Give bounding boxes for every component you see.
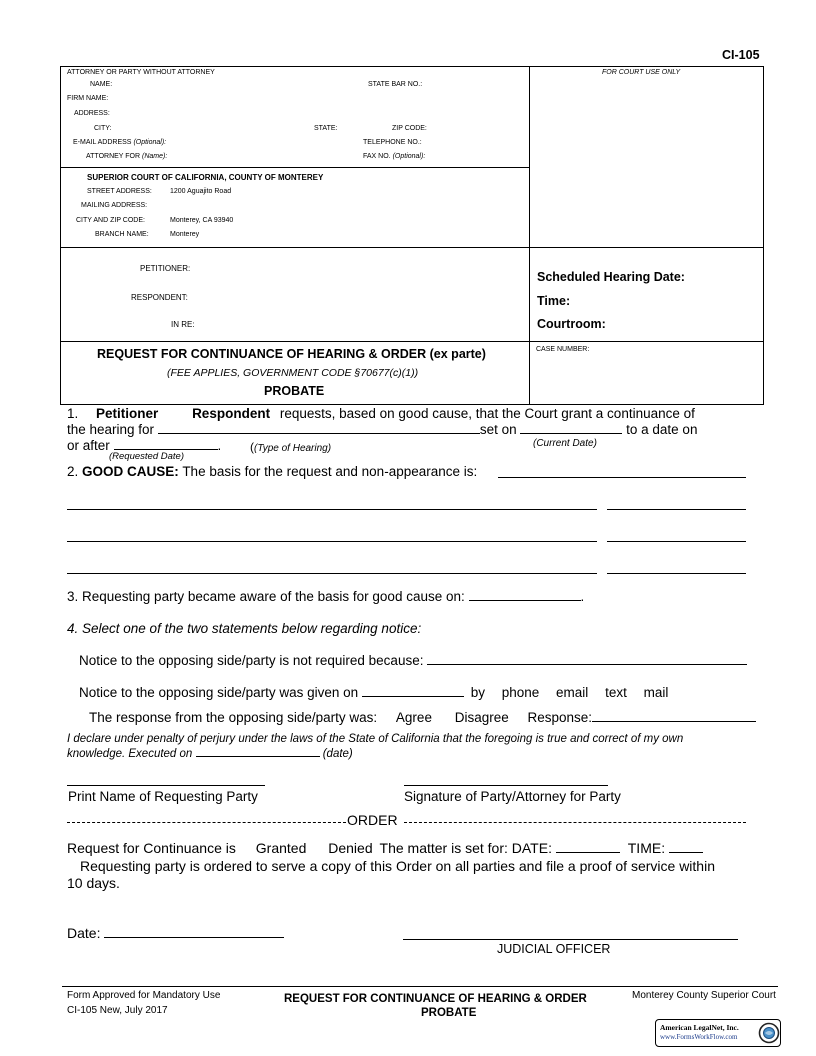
requested-date-field[interactable] — [114, 439, 218, 450]
executed-date-field[interactable] — [196, 747, 320, 757]
serve-text-2: 10 days. — [67, 875, 120, 891]
footer-rule — [62, 986, 778, 987]
footer-title-2: PROBATE — [421, 1007, 477, 1019]
zip-label[interactable]: ZIP CODE: — [392, 125, 427, 132]
good-cause-line-3a[interactable] — [67, 573, 597, 574]
order-time-field[interactable] — [669, 842, 703, 853]
courtroom-label[interactable]: Courtroom: — [537, 317, 606, 331]
judicial-officer-label: JUDICIAL OFFICER — [497, 942, 611, 956]
attorney-for-name: (Name): — [142, 153, 168, 160]
street-value[interactable]: 1200 Aguajito Road — [170, 188, 232, 195]
order-line1 — [67, 840, 703, 856]
item4-text: 4. Select one of the two statements below regarding notice: — [67, 621, 422, 636]
order-date-line — [67, 925, 284, 941]
disagree-option[interactable]: Disagree — [454, 710, 509, 725]
item1-line2 — [67, 422, 697, 437]
court-title: SUPERIOR COURT OF CALIFORNIA, COUNTY OF MONTEREY — [87, 173, 324, 182]
parties-title-divider — [60, 341, 764, 342]
footer-court-name: Monterey County Superior Court — [632, 990, 776, 1001]
matter-set-label: The matter is set for: DATE: — [379, 840, 552, 856]
date-hint: (date) — [322, 748, 353, 760]
text-option[interactable]: text — [605, 685, 627, 700]
item1-num: 1. — [67, 406, 79, 421]
email-label-text: E-MAIL ADDRESS — [73, 139, 132, 146]
type-of-hearing-hint: ((Type of Hearing) — [250, 440, 332, 454]
case-number-label[interactable]: CASE NUMBER: — [536, 346, 590, 353]
attorney-label: ATTORNEY OR PARTY WITHOUT ATTORNEY — [67, 69, 215, 76]
response-line — [89, 710, 756, 725]
branch-label: BRANCH NAME: — [95, 231, 149, 238]
order-heading: ORDER — [347, 812, 398, 828]
good-cause-line-2a[interactable] — [67, 541, 597, 542]
hearing-for-label: the hearing for — [67, 422, 155, 437]
print-name-label: Print Name of Requesting Party — [68, 789, 258, 804]
good-cause-label: GOOD CAUSE: — [82, 464, 179, 479]
set-on-label: set on — [479, 422, 517, 437]
email-optional: (Optional): — [133, 139, 167, 146]
respondent-option[interactable]: Respondent — [192, 406, 271, 421]
email-option[interactable]: email — [556, 685, 589, 700]
order-date-label: Date: — [67, 925, 101, 941]
item1-line1 — [67, 406, 695, 421]
denied-option[interactable]: Denied — [328, 840, 373, 856]
telephone-label[interactable]: TELEPHONE NO.: — [363, 139, 422, 146]
in-re-label[interactable]: IN RE: — [171, 320, 195, 329]
signature-label: Signature of Party/Attorney for Party — [404, 789, 621, 804]
mail-option[interactable]: mail — [643, 685, 669, 700]
judicial-officer-line[interactable] — [403, 939, 738, 940]
petitioner-option[interactable]: Petitioner — [96, 406, 159, 421]
item1-line3: or after . — [67, 438, 222, 453]
order-date-field[interactable] — [556, 842, 620, 853]
attorney-for-label[interactable] — [86, 153, 167, 160]
attorney-court-divider — [60, 167, 530, 168]
notice-not-required-field[interactable] — [427, 654, 747, 665]
order-divider-left — [67, 822, 346, 823]
footer-version: CI-105 New, July 2017 — [67, 1005, 168, 1016]
good-cause-line-3b[interactable] — [607, 573, 746, 574]
requested-date-hint: (Requested Date) — [109, 451, 184, 462]
by-label: by — [470, 685, 485, 700]
logo-globe-icon — [758, 1022, 780, 1044]
footer-title-1: REQUEST FOR CONTINUANCE OF HEARING & ORDER — [284, 993, 587, 1005]
or-after-label: or after — [67, 438, 110, 453]
signature-line[interactable] — [404, 785, 608, 786]
court-parties-divider — [60, 247, 764, 248]
legalnet-logo — [655, 1019, 781, 1047]
good-cause-text: The basis for the request and non-appearance is: — [182, 464, 478, 479]
aware-date-field[interactable] — [469, 590, 581, 601]
court-use-label: FOR COURT USE ONLY — [602, 69, 681, 76]
good-cause-line-1a[interactable] — [67, 509, 597, 510]
declaration-line2 — [67, 747, 353, 760]
good-cause-line-1b[interactable] — [607, 509, 746, 510]
agree-option[interactable]: Agree — [395, 710, 432, 725]
request-is-label: Request for Continuance is — [67, 840, 236, 856]
city-label[interactable]: CITY: — [94, 125, 112, 132]
city-zip-label: CITY AND ZIP CODE: — [76, 217, 145, 224]
order-divider-right — [404, 822, 746, 823]
notice-not-required-line — [79, 653, 747, 668]
good-cause-line-0[interactable] — [498, 477, 746, 478]
print-name-line[interactable] — [67, 785, 265, 786]
city-zip-value[interactable]: Monterey, CA 93940 — [170, 217, 234, 224]
state-bar-label[interactable]: STATE BAR NO.: — [368, 81, 423, 88]
attorney-for-text: ATTORNEY FOR — [86, 153, 141, 160]
name-label[interactable]: NAME: — [90, 81, 113, 88]
item3-line: 3. Requesting party became aware of the basis for good cause on: . — [67, 589, 585, 604]
scheduled-hearing-label[interactable]: Scheduled Hearing Date: — [537, 270, 685, 284]
fax-optional: (Optional): — [392, 153, 426, 160]
type-of-hearing-field[interactable] — [158, 423, 480, 434]
form-id: CI-105 — [722, 48, 760, 62]
mailing-label: MAILING ADDRESS: — [81, 202, 148, 209]
branch-value[interactable]: Monterey — [170, 231, 200, 238]
response-text: The response from the opposing side/party was: — [89, 710, 378, 725]
footer-approved: Form Approved for Mandatory Use — [67, 990, 221, 1001]
item3-text: 3. Requesting party became aware of the basis for good cause on: — [67, 589, 465, 604]
notice-not-required[interactable]: Notice to the opposing side/party is not required because: — [79, 653, 424, 668]
notice-given[interactable]: Notice to the opposing side/party was given on — [79, 685, 359, 700]
time-label[interactable]: Time: — [537, 294, 571, 308]
type-of-hearing-hint-text: (Type of Hearing) — [254, 443, 332, 454]
declaration-text2: knowledge. Executed on — [67, 748, 193, 760]
item1-text: requests, based on good cause, that the Court grant a continuance of — [279, 406, 695, 421]
current-date-field[interactable] — [520, 423, 622, 434]
good-cause-line-2b[interactable] — [607, 541, 746, 542]
response-field[interactable] — [592, 711, 756, 722]
street-label: STREET ADDRESS: — [87, 188, 152, 195]
response-option[interactable]: Response: — [527, 710, 593, 725]
email-label[interactable] — [73, 139, 166, 146]
address-label[interactable]: ADDRESS: — [74, 110, 110, 117]
fee-note: (FEE APPLIES, GOVERNMENT CODE §70677(c)(1)) — [167, 367, 419, 379]
fax-label-text: FAX NO. — [363, 153, 391, 160]
logo-url: www.FormsWorkFlow.com — [660, 1033, 738, 1041]
form-title: REQUEST FOR CONTINUANCE OF HEARING & ORDER (ex parte) — [97, 347, 486, 361]
item2-num: 2. — [67, 464, 79, 479]
order-signed-date-field[interactable] — [104, 927, 284, 938]
state-label[interactable]: STATE: — [314, 125, 338, 132]
notice-given-line — [79, 685, 668, 700]
header-divider — [529, 66, 530, 405]
granted-option[interactable]: Granted — [255, 840, 307, 856]
phone-option[interactable]: phone — [501, 685, 540, 700]
order-time-label: TIME: — [627, 840, 666, 856]
serve-text-1: Requesting party is ordered to serve a copy of this Order on all parties and file a proof of service within — [80, 858, 715, 874]
probate-label: PROBATE — [264, 384, 325, 398]
declaration-line1: I declare under penalty of perjury under the laws of the State of California that the foregoing is true and correct of my own — [67, 733, 684, 745]
notice-date-field[interactable] — [362, 686, 464, 697]
item2-line — [67, 464, 477, 479]
respondent-label[interactable]: RESPONDENT: — [131, 293, 188, 302]
firm-name-label[interactable]: FIRM NAME: — [67, 95, 109, 102]
current-date-hint: (Current Date) — [533, 438, 597, 449]
logo-name: American LegalNet, Inc. — [660, 1023, 739, 1032]
petitioner-label[interactable]: PETITIONER: — [140, 264, 191, 273]
to-date-on-label: to a date on — [626, 422, 698, 437]
fax-label[interactable] — [363, 153, 425, 160]
